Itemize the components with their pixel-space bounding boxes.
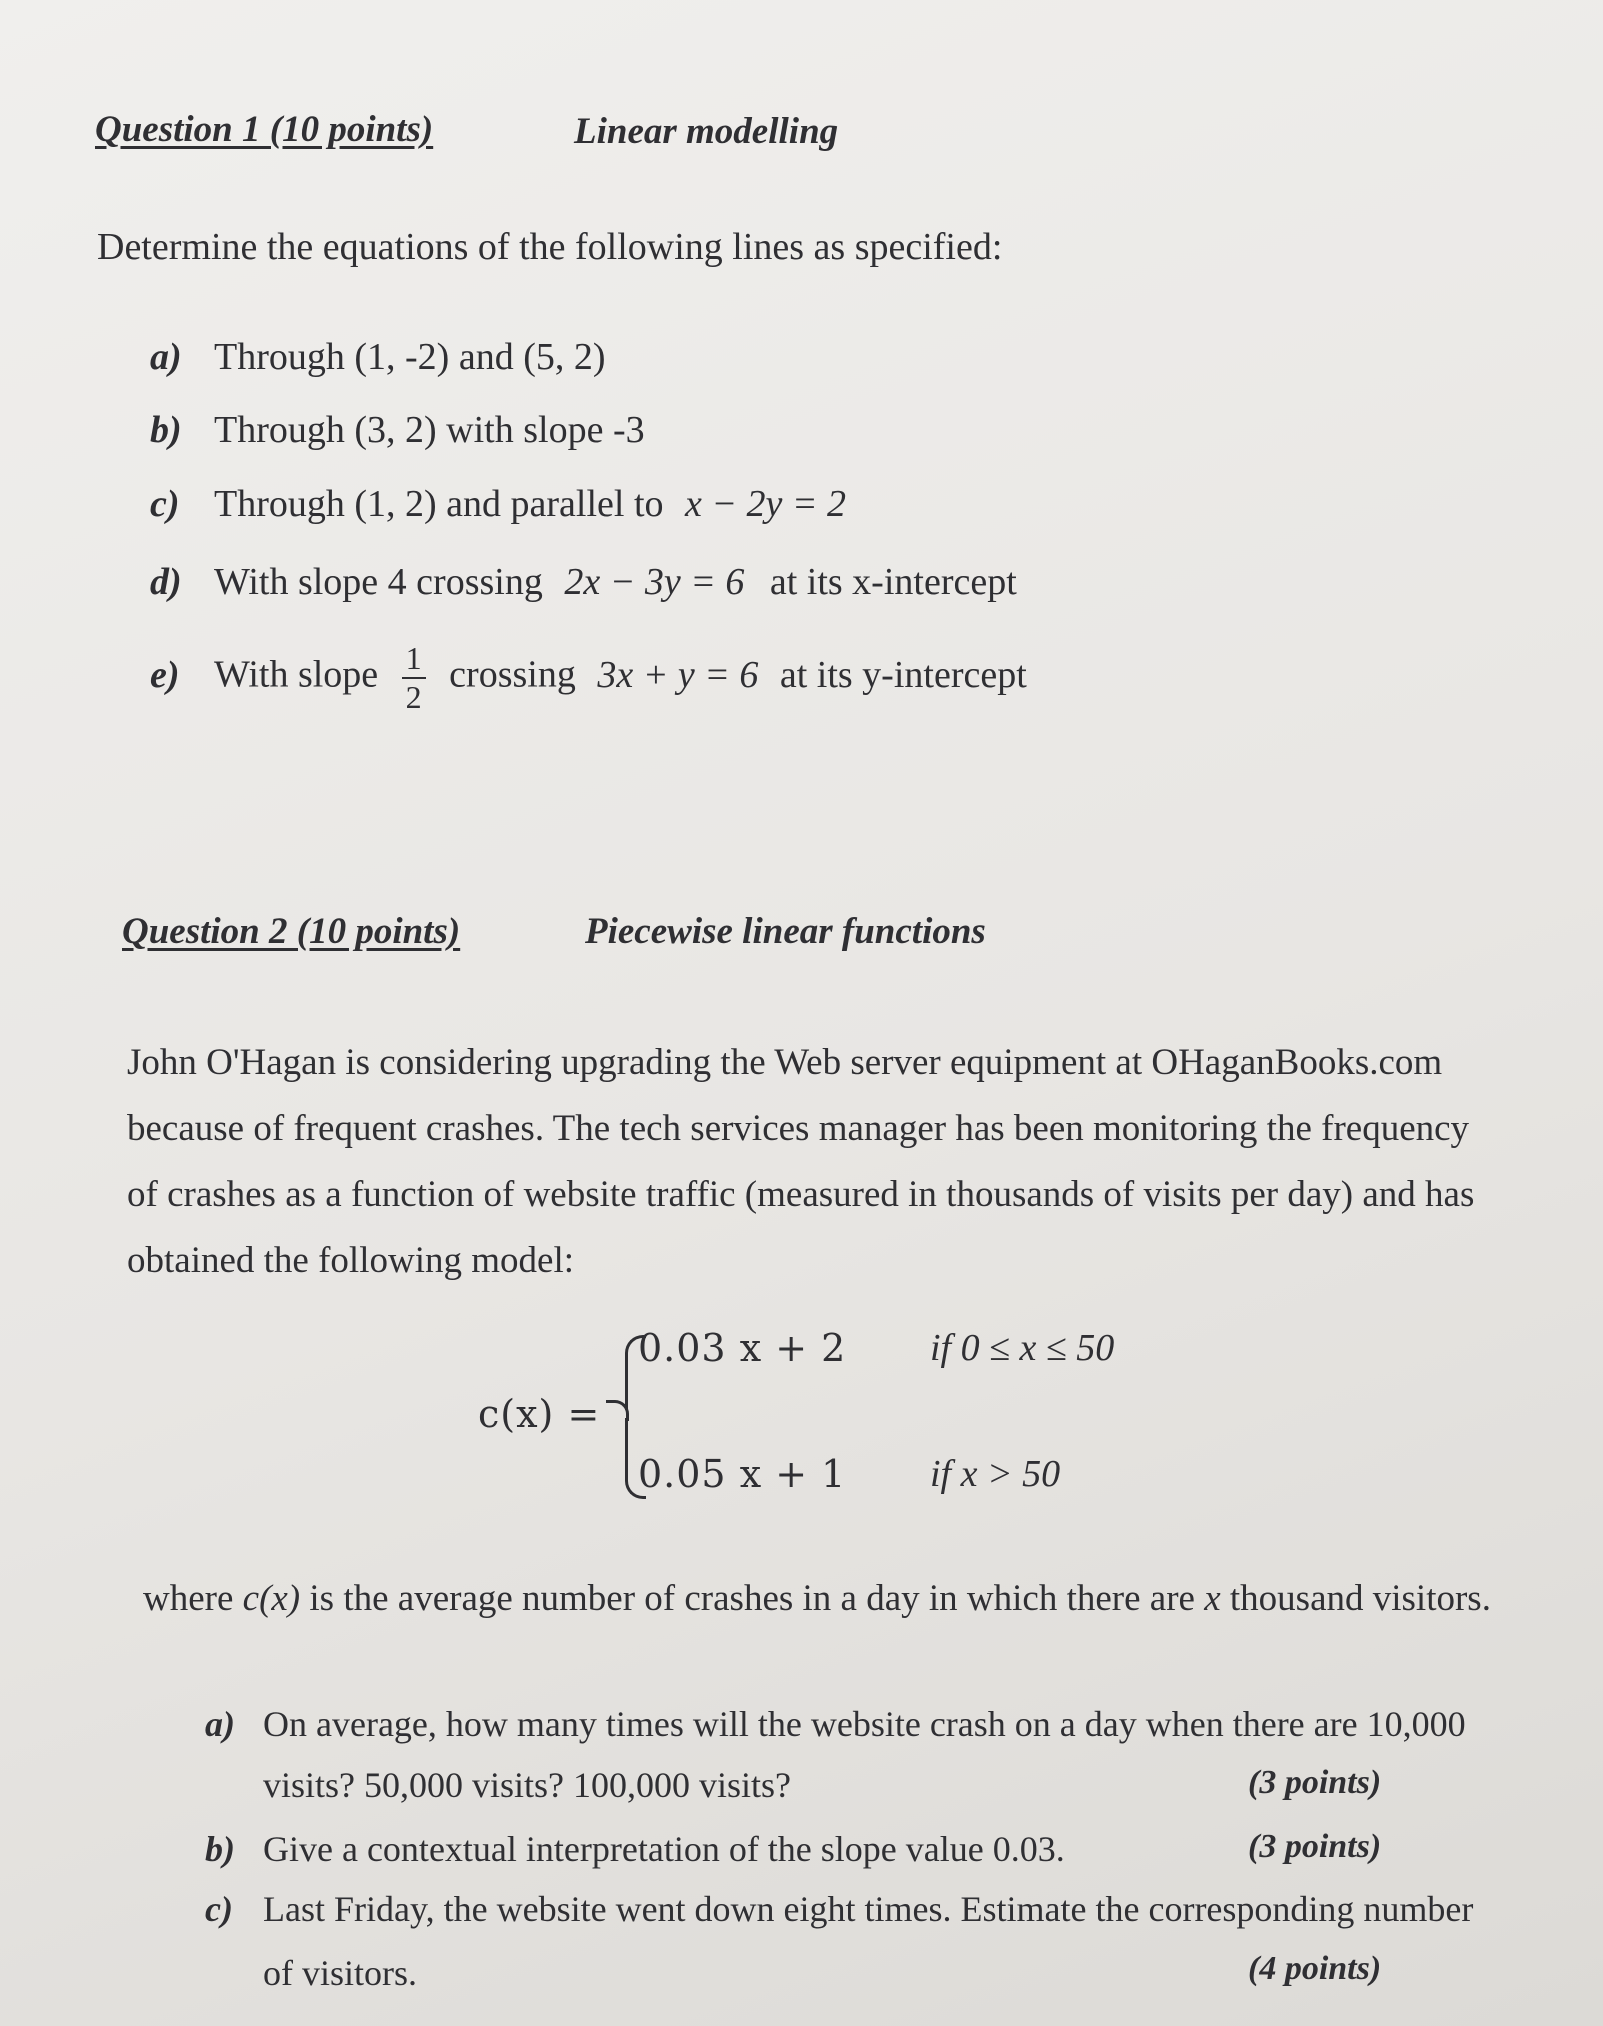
item-tail: at its y-intercept xyxy=(779,653,1027,696)
where-variable: x xyxy=(1204,1578,1221,1619)
sub-label: a) xyxy=(205,1704,235,1744)
q2-sub-c-line1 xyxy=(205,1888,1473,1930)
piece-2-expression: 0.05 x + 1 xyxy=(638,1452,847,1496)
item-text: Through (3, 2) with slope -3 xyxy=(214,409,645,451)
q2-sub-c-line2: of visitors. xyxy=(263,1953,418,1993)
where-text: where xyxy=(143,1578,234,1619)
function-lhs: c(x) = xyxy=(478,1392,601,1436)
q2-topic: Piecewise linear functions xyxy=(585,911,986,952)
paragraph-line: of crashes as a function of website traffic (measured in thousands of visits per day) and has xyxy=(127,1174,1475,1215)
item-text-2: crossing xyxy=(449,653,576,696)
sub-text: Give a contextual interpretation of the slope value 0.03. xyxy=(263,1829,1065,1869)
piece-1-condition: if 0 ≤ x ≤ 50 xyxy=(930,1327,1115,1369)
piece-2-condition: if x > 50 xyxy=(930,1453,1061,1495)
fraction-numerator: 1 xyxy=(402,640,426,679)
item-text: With slope xyxy=(214,653,379,696)
item-text: With slope 4 crossing xyxy=(214,561,543,603)
paragraph-line: John O'Hagan is considering upgrading the Web server equipment at OHaganBooks.com xyxy=(127,1042,1443,1083)
item-label: e) xyxy=(150,653,180,696)
item-label: b) xyxy=(150,409,182,451)
q2-sub-a-line2: visits? 50,000 visits? 100,000 visits? xyxy=(263,1765,792,1805)
paragraph-line: obtained the following model: xyxy=(127,1240,574,1281)
item-tail: at its x-intercept xyxy=(769,561,1017,603)
q2-sub-c-points: (4 points) xyxy=(1248,1950,1382,1987)
q1-heading: Question 1 (10 points) xyxy=(95,109,434,150)
q2-sub-a-points: (3 points) xyxy=(1248,1764,1382,1801)
piece-1-expression: 0.03 x + 2 xyxy=(638,1326,847,1370)
sub-label: c) xyxy=(205,1889,233,1929)
item-label: a) xyxy=(150,336,182,378)
where-function: c(x) xyxy=(242,1578,301,1619)
q2-sub-b xyxy=(205,1828,1065,1870)
item-equation: x − 2y = 2 xyxy=(685,483,847,525)
item-equation: 3x + y = 6 xyxy=(597,653,759,696)
q1-item-b xyxy=(150,408,645,452)
q1-intro: Determine the equations of the following lines as specified: xyxy=(97,226,1003,268)
q1-topic: Linear modelling xyxy=(574,111,839,152)
q1-item-d xyxy=(150,560,1017,604)
where-text: thousand visitors. xyxy=(1229,1578,1491,1619)
q1-item-a xyxy=(150,335,606,379)
item-label: d) xyxy=(150,561,182,603)
item-text: Through (1, 2) and parallel to xyxy=(214,483,664,525)
sub-text: On average, how many times will the website crash on a day when there are 10,000 xyxy=(263,1704,1466,1744)
item-equation: 2x − 3y = 6 xyxy=(564,561,745,603)
sub-label: b) xyxy=(205,1829,235,1869)
where-text: is the average number of crashes in a day in which there are xyxy=(309,1578,1195,1619)
item-label: c) xyxy=(150,483,180,525)
q1-item-c xyxy=(150,482,846,526)
q2-paragraph xyxy=(127,1030,1474,1294)
paragraph-line: because of frequent crashes. The tech services manager has been monitoring the frequency xyxy=(127,1108,1470,1149)
q2-sub-a-line1 xyxy=(205,1703,1466,1745)
q1-item-e xyxy=(150,640,1027,716)
item-text: Through (1, -2) and (5, 2) xyxy=(214,336,606,378)
q2-heading: Question 2 (10 points) xyxy=(122,911,461,952)
q2-sub-b-points: (3 points) xyxy=(1248,1828,1382,1865)
slope-fraction xyxy=(402,640,426,716)
fraction-denominator: 2 xyxy=(405,678,422,715)
where-sentence xyxy=(143,1566,1491,1632)
sub-text: Last Friday, the website went down eight times. Estimate the corresponding number xyxy=(263,1889,1474,1929)
